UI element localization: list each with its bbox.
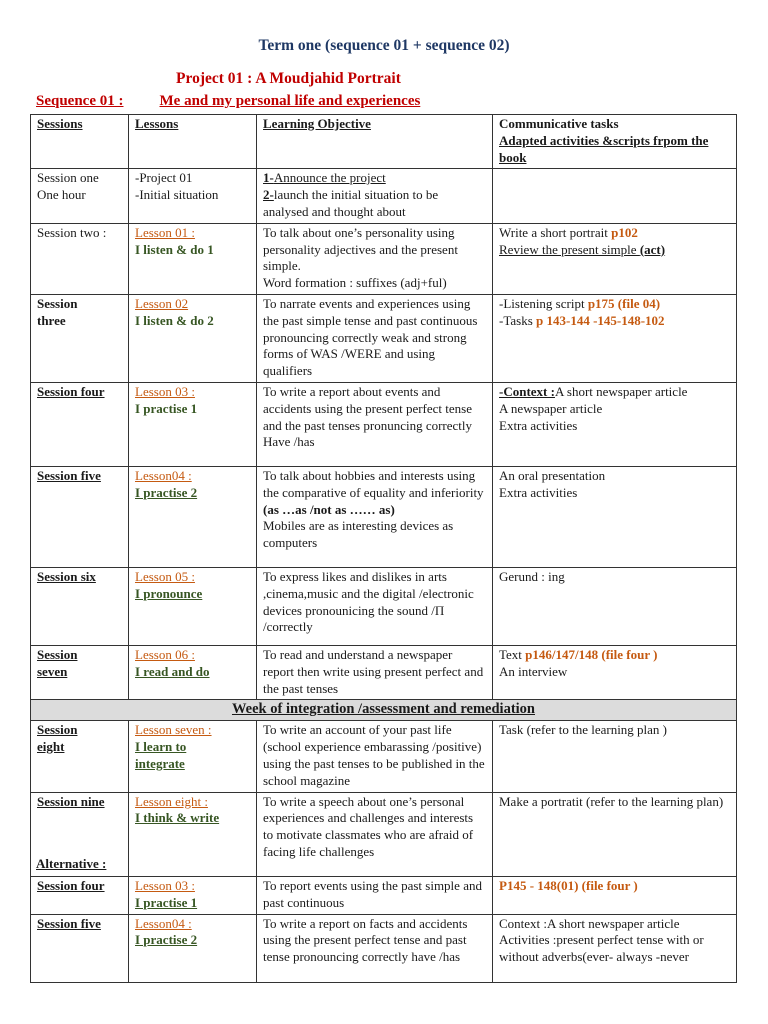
lesson-cell: Lesson eight : I think & write [129,792,257,876]
objective-cell: To report events using the past simple and past continuous [257,877,493,915]
objective-cell: To write a speech about one’s personal experiences and challenges and interests to motivate classmates who are afraid of facing life challenges [257,792,493,876]
sequence-label: Sequence 01 : [36,93,124,109]
session-cell: Session four [31,877,129,915]
header-sessions: Sessions [31,115,129,169]
header-lessons: Lessons [129,115,257,169]
lesson-cell: Lesson 02 I listen & do 2 [129,294,257,382]
tasks-cell: -Context :A short newspaper article A newspaper article Extra activities [493,382,737,466]
session-cell: Session five [31,466,129,567]
sequence-title [36,93,420,110]
week-row [31,700,737,721]
lesson-cell: Lesson seven : I learn to integrate [129,721,257,792]
tasks-cell [493,169,737,223]
lesson-cell: Lesson 06 : I read and do [129,645,257,699]
session-cell: Session seven [31,645,129,699]
tasks-cell: An oral presentation Extra activities [493,466,737,567]
objective-cell: To read and understand a newspaper report then write using present perfect and the past tenses [257,645,493,699]
objective-cell: To talk about one’s personality using personality adjectives and the present simple. Word formation : suffixes (adj+ful) [257,223,493,294]
tasks-cell: P145 - 148(01) (file four ) [493,877,737,915]
sequence-name: Me and my personal life and experiences [159,93,421,109]
lesson-cell: Lesson04 : I practise 2 [129,914,257,982]
objective-cell: To express likes and dislikes in arts ,cinema,music and the digital /electronic devices pronounicing the sound /Π /correctly [257,567,493,645]
objective-cell: 1-Announce the project 2-launch the initial situation to be analysed and thought about [257,169,493,223]
table-row [31,914,737,982]
alternative-table [30,876,737,983]
tasks-cell: Context :A short newspaper article Activities :present perfect tense with or without adverbs(ever- always -never [493,914,737,982]
session-cell: Session five [31,914,129,982]
header-tasks: Communicative tasks Adapted activities &scripts frpom the book [493,115,737,169]
objective-cell: To write a report about events and accidents using the present perfect tense and the past tenses pronuncing correctly Have /has [257,382,493,466]
lesson-cell: Lesson 05 : I pronounce [129,567,257,645]
term-title: Term one (sequence 01 + sequence 02) [258,37,510,54]
project-title [176,70,401,88]
session-cell: Session four [31,382,129,466]
table-row [31,792,737,876]
project-label: Project 01 : [176,70,256,87]
objective-cell: To write a report on facts and accidents using the present perfect tense and past tense pronouncing correctly have /has [257,914,493,982]
project-name: A Moudjahid Portrait [255,70,401,87]
tasks-cell: Task (refer to the learning plan ) [493,721,737,792]
session-cell: Session two : [31,223,129,294]
session-cell: Session eight [31,721,129,792]
table-row [31,567,737,645]
table-row [31,877,737,915]
lesson-cell: Lesson 03 : I practise 1 [129,877,257,915]
lesson-plan-table [30,114,737,877]
table-row [31,169,737,223]
lesson-cell: Lesson 01 : I listen & do 1 [129,223,257,294]
session-cell: Session six [31,567,129,645]
header-objective: Learning Objective [257,115,493,169]
session-cell: Session nine [31,792,129,876]
tasks-cell: -Listening script p175 (file 04) -Tasks p 143-144 -145-148-102 [493,294,737,382]
table-row [31,645,737,699]
table-row [31,223,737,294]
week-heading: Week of integration /assessment and remediation [31,700,737,721]
session-cell: Session three [31,294,129,382]
lesson-cell: Lesson 03 : I practise 1 [129,382,257,466]
alternative-label: Alternative : [36,856,107,871]
objective-cell: To write an account of your past life (school experience embarassing /positive) using the past tenses to be published in the school magazine [257,721,493,792]
tasks-cell: Make a portratit (refer to the learning plan) [493,792,737,876]
session-cell: Session one One hour [31,169,129,223]
objective-cell: To narrate events and experiences using the past simple tense and past continuous pronouncing correctly weak and strong forms of WAS /WERE and using qualifiers [257,294,493,382]
objective-cell: To talk about hobbies and interests using the comparative of equality and inferiority (as …as /not as …… as) Mobiles are as interesting devices as computers [257,466,493,567]
lesson-cell: -Project 01 -Initial situation [129,169,257,223]
table-row [31,294,737,382]
tasks-cell: Text p146/147/148 (file four ) An interview [493,645,737,699]
tasks-cell: Gerund : ing [493,567,737,645]
table-header-row [31,115,737,169]
table-row [31,382,737,466]
tasks-cell: Write a short portrait p102 Review the present simple (act) [493,223,737,294]
table-row [31,466,737,567]
lesson-cell: Lesson04 : I practise 2 [129,466,257,567]
table-row [31,721,737,792]
